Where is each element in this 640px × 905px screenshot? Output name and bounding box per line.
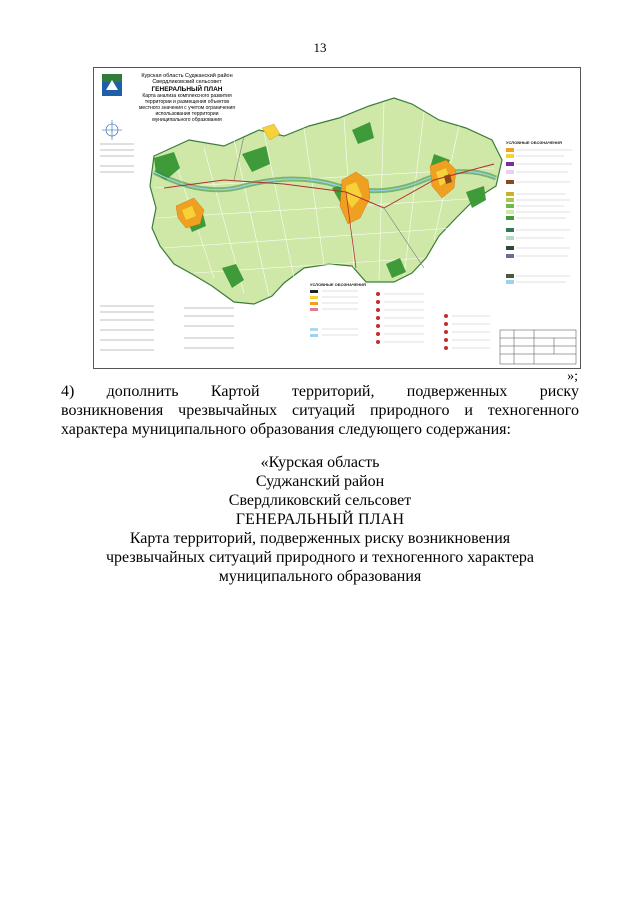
map-subtitle-1: Карта анализа комплексного развития — [142, 93, 232, 99]
map-subtitle-4: использования территории — [155, 111, 219, 117]
map-subtitle-3: местного значения с учетом ограничения — [138, 105, 235, 111]
map-subtitle-2: территории и размещения объектов — [144, 99, 230, 105]
closing-mark: »; — [567, 369, 578, 384]
legend-bottom-title: УСЛОВНЫЕ ОБОЗНАЧЕНИЯ — [310, 282, 366, 287]
page-number: 13 — [313, 40, 327, 55]
word: чрезвычайных — [178, 402, 278, 419]
word: возникновения — [61, 402, 164, 419]
map-plan-title: ГЕНЕРАЛЬНЫЙ ПЛАН — [151, 86, 223, 93]
document-title-block — [0, 453, 640, 586]
word: подверженных — [406, 383, 508, 400]
title-stamp-box — [500, 330, 576, 364]
title-map-line-3: муниципального образования — [218, 568, 422, 585]
legend-right — [506, 148, 572, 284]
title-map-line-1: Карта территорий, подверженных риску возникновения — [129, 530, 511, 547]
legend-bottom — [310, 290, 490, 350]
word: ситуаций — [292, 402, 356, 419]
title-map-line-2: чрезвычайных ситуаций природного и техногенного характера — [105, 549, 535, 566]
word: и — [464, 402, 473, 419]
paragraph-line-1 — [61, 382, 579, 401]
title-region: «Курская область — [260, 454, 380, 471]
map-title — [126, 73, 248, 123]
title-general-plan: ГЕНЕРАЛЬНЫЙ ПЛАН — [235, 511, 405, 528]
word: характера муниципального образования следующего содержания: — [61, 421, 511, 438]
coat-of-arms-icon — [102, 74, 122, 96]
word: Картой — [210, 383, 260, 400]
compass-icon — [102, 120, 122, 140]
territory-fill — [150, 98, 502, 304]
general-plan-map — [93, 67, 581, 369]
word: территорий, — [291, 383, 375, 400]
legend-right-title: УСЛОВНЫЕ ОБОЗНАЧЕНИЯ — [506, 140, 562, 145]
map-council: Свердликовский сельсовет — [152, 79, 222, 85]
word: техногенного — [487, 402, 579, 419]
word: риску — [539, 383, 579, 400]
amendment-paragraph — [61, 382, 579, 439]
title-district: Суджанский район — [255, 473, 385, 490]
title-council: Свердликовский сельсовет — [228, 492, 412, 509]
word: дополнить — [106, 383, 179, 400]
map-subtitle-5: муниципального образования — [152, 117, 222, 123]
map-region: Курская область Суджанский район — [141, 73, 233, 79]
paragraph-line-3 — [61, 420, 579, 439]
word: природного — [369, 402, 450, 419]
word: 4) — [61, 383, 75, 400]
paragraph-line-2 — [61, 401, 579, 420]
